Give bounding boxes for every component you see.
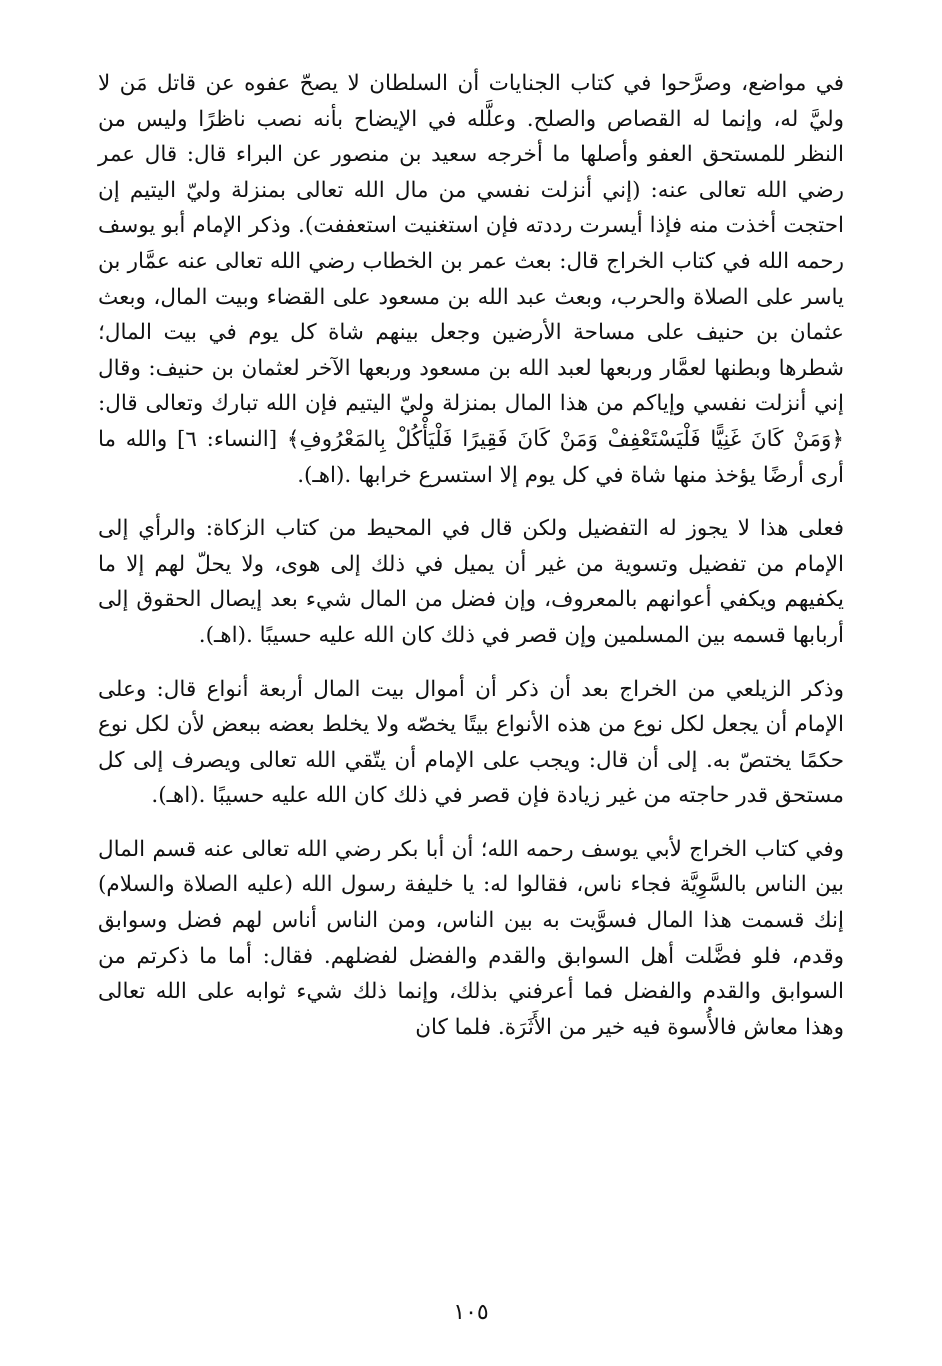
page-body bbox=[98, 66, 844, 1045]
paragraph: في مواضع، وصرَّحوا في كتاب الجنايات أن السلطان لا يصحّ عفوه عن قاتل مَن لا وليَّ له، وإنما له القصاص والصلح. وعلَّله في الإيضاح بأنه نصب ناظرًا وليس من النظر للمستحق العفو وأصلها ما أخرجه سعيد بن منصور عن البراء قال: قال عمر رضي الله تعالى عنه: (إني أنزلت نفسي من مال الله تعالى بمنزلة وليّ اليتيم إن احتجت أخذت منه فإذا أيسرت رددته فإن استغنيت استعففت). وذكر الإمام أبو يوسف رحمه الله في كتاب الخراج قال: بعث عمر بن الخطاب رضي الله تعالى عنه عمَّار بن ياسر على الصلاة والحرب، وبعث عبد الله بن مسعود على القضاء وبيت المال، وبعث عثمان بن حنيف على مساحة الأرضين وجعل بينهم شاة كل يوم في بيت المال؛ شطرها وبطنها لعمَّار وربعها لعبد الله بن مسعود وربعها الآخر لعثمان بن حنيف: وقال إني أنزلت نفسي وإياكم من هذا المال بمنزلة وليّ اليتيم فإن الله تبارك وتعالى قال: ﴿وَمَنْ كَانَ غَنِيًّا فَلْيَسْتَعْفِفْ وَمَنْ كَانَ فَقِيرًا فَلْيَأْكُلْ بِالمَعْرُوفِ﴾ [النساء: ٦] والله ما أرى أرضًا يؤخذ منها شاة في كل يوم إلا استسرع خرابها .(اهـ). bbox=[98, 71, 844, 488]
paragraph: فعلى هذا لا يجوز له التفضيل ولكن قال في المحيط من كتاب الزكاة: والرأي إلى الإمام من تفضيل وتسوية من غير أن يميل في ذلك إلى هوى، ولا يحلّ لهم إلا ما يكفيهم ويكفي أعوانهم بالمعروف، وإن فضل من المال شيء بعد إيصال الحقوق إلى أربابها قسمه بين المسلمين وإن قصر في ذلك كان الله عليه حسيبًا .(اهـ). bbox=[98, 516, 844, 648]
paragraph: وذكر الزيلعي من الخراج بعد أن ذكر أن أموال بيت المال أربعة أنواع قال: وعلى الإمام أن يجعل لكل نوع من هذه الأنواع بيتًا يخصّه ولا يخلط بعضه ببعض لأن لكل نوع حكمًا يختصّ به. إلى أن قال: ويجب على الإمام أن يتّقي الله تعالى ويصرف إلى كل مستحق قدر حاجته من غير زيادة فإن قصر في ذلك كان الله عليه حسيبًا .(اهـ). bbox=[98, 676, 844, 809]
paragraph: وفي كتاب الخراج لأبي يوسف رحمه الله؛ أن أبا بكر رضي الله تعالى عنه قسم المال بين الناس بالسَّوِيَّة فجاء ناس، فقالوا له: يا خليفة رسول الله (عليه الصلاة والسلام) إنك قسمت هذا المال فسوَّيت به بين الناس، ومن الناس أناس لهم فضل وسوابق وقدم، فلو فضَّلت أهل السوابق والقدم والفضل لفضلهم. فقال: أما ما ذكرتم من السوابق والقدم والفضل فما أعرفني بذلك، وإنما ذلك شيء ثوابه على الله تعالى وهذا معاش فالأُسوة فيه خير من الأَثَرَة. فلما كان bbox=[98, 836, 844, 1040]
page-number: ١٠٥ bbox=[453, 1300, 489, 1325]
